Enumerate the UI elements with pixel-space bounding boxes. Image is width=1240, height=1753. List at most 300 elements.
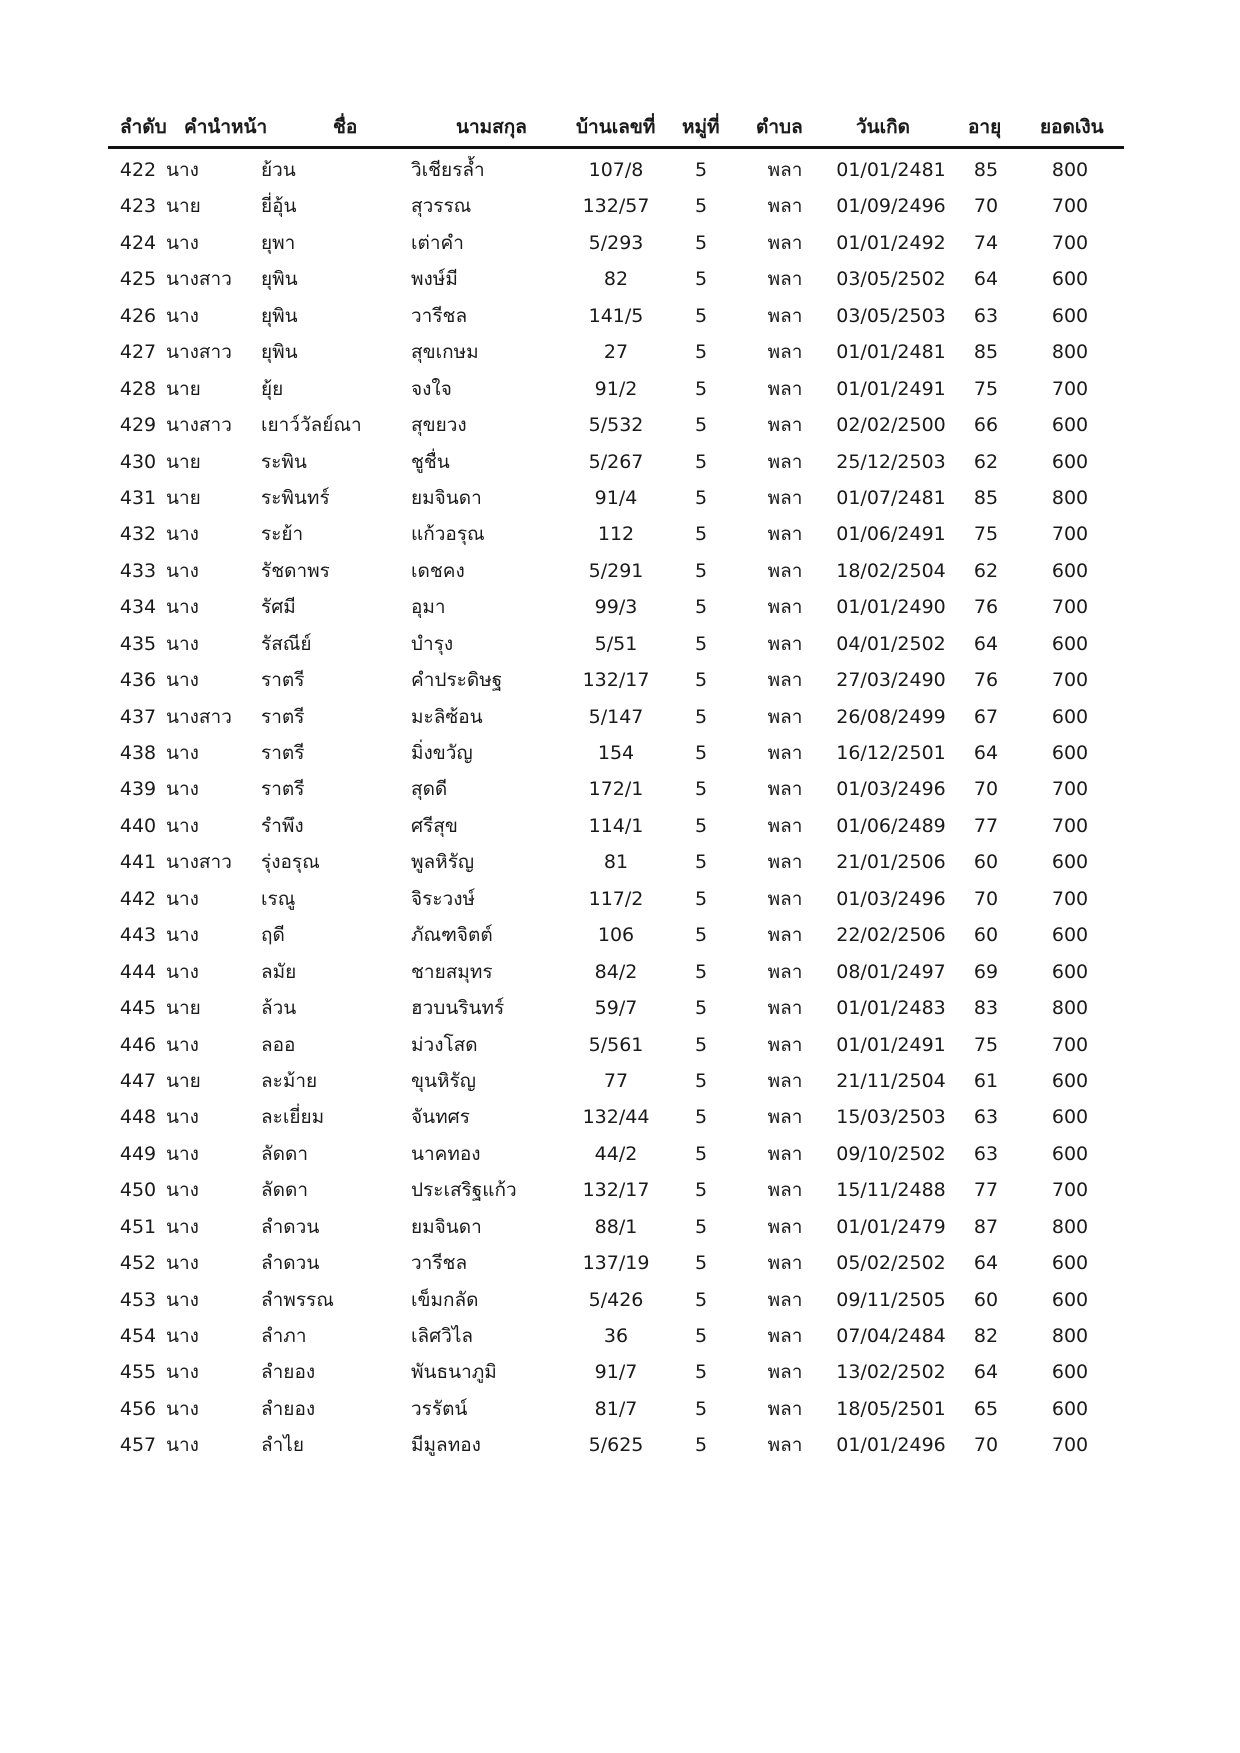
- cell-age: 61: [973, 1069, 999, 1092]
- cell-age: 64: [973, 1361, 999, 1384]
- cell-amount: 600: [1051, 851, 1089, 874]
- table-row: [108, 883, 1124, 919]
- cell-house-no: 154: [597, 742, 635, 764]
- cell-surname: ยมจินดา: [411, 1215, 482, 1238]
- header-tambon: ตำบล: [756, 116, 803, 138]
- cell-tambon: พลา: [767, 195, 803, 218]
- cell-name: ราตรี: [261, 669, 305, 692]
- cell-dob: 25/12/2503: [836, 450, 946, 473]
- table-row: [108, 992, 1124, 1028]
- cell-tambon: พลา: [767, 1069, 803, 1092]
- cell-moo: 5: [694, 1142, 708, 1165]
- cell-house-no: 44/2: [594, 1142, 638, 1165]
- cell-tambon: พลา: [767, 851, 803, 874]
- cell-house-no: 132/17: [582, 1179, 650, 1202]
- cell-age: 64: [973, 268, 999, 291]
- cell-name: ราตรี: [261, 742, 305, 764]
- cell-moo: 5: [694, 1069, 708, 1092]
- table-row: [108, 154, 1124, 190]
- cell-seq: 436: [119, 669, 157, 692]
- cell-moo: 5: [694, 159, 708, 181]
- cell-house-no: 112: [597, 523, 635, 546]
- cell-prefix: นาง: [166, 159, 199, 181]
- cell-amount: 700: [1051, 887, 1089, 910]
- cell-dob: 27/03/2490: [836, 669, 946, 692]
- cell-tambon: พลา: [767, 997, 803, 1020]
- cell-age: 63: [973, 304, 999, 327]
- cell-tambon: พลา: [767, 486, 803, 509]
- cell-dob: 15/03/2503: [836, 1106, 946, 1129]
- cell-tambon: พลา: [767, 1397, 803, 1420]
- cell-amount: 600: [1051, 742, 1089, 764]
- cell-tambon: พลา: [767, 1033, 803, 1056]
- cell-tambon: พลา: [767, 414, 803, 437]
- cell-age: 60: [973, 851, 999, 874]
- cell-name: ละเยี่ยม: [261, 1106, 325, 1129]
- cell-age: 64: [973, 632, 999, 655]
- cell-seq: 455: [119, 1361, 157, 1384]
- table-row: [108, 919, 1124, 955]
- cell-house-no: 172/1: [588, 778, 644, 801]
- cell-amount: 600: [1051, 559, 1089, 582]
- cell-moo: 5: [694, 924, 708, 947]
- table-row: [108, 263, 1124, 299]
- cell-dob: 03/05/2503: [836, 304, 946, 327]
- cell-seq: 439: [119, 778, 157, 801]
- cell-age: 87: [973, 1215, 999, 1238]
- header-age: อายุ: [968, 116, 1002, 138]
- table-header: [108, 112, 1124, 146]
- table-row: [108, 1356, 1124, 1392]
- cell-dob: 15/11/2488: [836, 1179, 946, 1202]
- cell-amount: 700: [1051, 1033, 1089, 1056]
- cell-moo: 5: [694, 1397, 708, 1420]
- cell-tambon: พลา: [767, 669, 803, 692]
- cell-amount: 700: [1051, 596, 1089, 619]
- table-row: [108, 1211, 1124, 1247]
- cell-tambon: พลา: [767, 1179, 803, 1202]
- cell-house-no: 5/532: [588, 414, 644, 437]
- cell-name: ลำดวน: [261, 1215, 320, 1238]
- cell-amount: 600: [1051, 1142, 1089, 1165]
- cell-seq: 434: [119, 596, 157, 619]
- cell-surname: มะลิซ้อน: [411, 705, 483, 728]
- cell-house-no: 81: [603, 851, 629, 874]
- cell-house-no: 77: [603, 1069, 629, 1092]
- cell-age: 75: [973, 523, 999, 546]
- cell-amount: 700: [1051, 1434, 1089, 1457]
- cell-moo: 5: [694, 1033, 708, 1056]
- cell-dob: 18/02/2504: [836, 559, 946, 582]
- cell-prefix: นาง: [166, 669, 199, 692]
- cell-seq: 437: [119, 705, 157, 728]
- header-house-no: บ้านเลขที่: [576, 116, 656, 138]
- cell-dob: 01/07/2481: [836, 486, 946, 509]
- cell-tambon: พลา: [767, 304, 803, 327]
- cell-amount: 800: [1051, 159, 1089, 181]
- cell-surname: สุขเกษม: [411, 341, 479, 364]
- cell-age: 63: [973, 1106, 999, 1129]
- cell-moo: 5: [694, 742, 708, 764]
- cell-prefix: นาง: [166, 887, 199, 910]
- cell-age: 75: [973, 1033, 999, 1056]
- cell-amount: 800: [1051, 486, 1089, 509]
- header-name: ชื่อ: [333, 116, 358, 138]
- cell-age: 62: [973, 559, 999, 582]
- cell-surname: วิเชียรล้ำ: [411, 159, 485, 181]
- cell-seq: 422: [119, 159, 157, 181]
- cell-house-no: 59/7: [594, 997, 638, 1020]
- cell-house-no: 5/293: [588, 231, 644, 254]
- cell-name: เรณู: [261, 887, 296, 910]
- cell-name: ยุพิน: [261, 268, 298, 291]
- table-row: [108, 1065, 1124, 1101]
- cell-surname: ฮวบนรินทร์: [411, 997, 505, 1020]
- table-row: [108, 1284, 1124, 1320]
- cell-prefix: นาง: [166, 1434, 199, 1457]
- cell-amount: 600: [1051, 1069, 1089, 1092]
- cell-dob: 07/04/2484: [836, 1325, 946, 1347]
- cell-name: ฤดี: [261, 924, 285, 947]
- table-row: [108, 373, 1124, 409]
- cell-age: 62: [973, 450, 999, 473]
- cell-moo: 5: [694, 778, 708, 801]
- cell-house-no: 114/1: [588, 814, 644, 837]
- cell-house-no: 91/7: [594, 1361, 638, 1384]
- cell-moo: 5: [694, 231, 708, 254]
- cell-prefix: นาง: [166, 1106, 199, 1129]
- cell-surname: จิระวงษ์: [411, 887, 476, 910]
- cell-age: 70: [973, 887, 999, 910]
- cell-tambon: พลา: [767, 450, 803, 473]
- cell-name: ลัดดา: [261, 1179, 308, 1202]
- cell-prefix: นาง: [166, 924, 199, 947]
- cell-surname: เข็มกลัด: [411, 1288, 479, 1311]
- cell-name: ระย้า: [261, 523, 304, 546]
- cell-prefix: นาง: [166, 231, 199, 254]
- cell-house-no: 132/44: [582, 1106, 650, 1129]
- cell-age: 60: [973, 1288, 999, 1311]
- cell-name: ละม้าย: [261, 1069, 318, 1092]
- cell-surname: วารีชล: [411, 1252, 468, 1275]
- cell-dob: 16/12/2501: [836, 742, 946, 764]
- cell-prefix: นางสาว: [166, 414, 232, 437]
- cell-name: ยี่อุ้น: [261, 195, 297, 218]
- cell-tambon: พลา: [767, 1142, 803, 1165]
- table-row: [108, 664, 1124, 700]
- cell-house-no: 5/51: [594, 632, 638, 655]
- cell-surname: แก้วอรุณ: [411, 523, 485, 546]
- cell-amount: 600: [1051, 414, 1089, 437]
- cell-prefix: นาง: [166, 1288, 199, 1311]
- cell-moo: 5: [694, 1252, 708, 1275]
- cell-prefix: นางสาว: [166, 341, 232, 364]
- cell-prefix: นาง: [166, 304, 199, 327]
- cell-seq: 430: [119, 450, 157, 473]
- cell-moo: 5: [694, 450, 708, 473]
- table-row: [108, 482, 1124, 518]
- cell-tambon: พลา: [767, 231, 803, 254]
- cell-dob: 13/02/2502: [836, 1361, 946, 1384]
- cell-age: 77: [973, 1179, 999, 1202]
- cell-name: ยุ้ย: [261, 377, 284, 400]
- cell-name: ระพิน: [261, 450, 307, 473]
- cell-dob: 08/01/2497: [836, 960, 946, 983]
- cell-surname: สุขยวง: [411, 414, 467, 437]
- table-row: [108, 300, 1124, 336]
- cell-seq: 443: [119, 924, 157, 947]
- cell-prefix: นาง: [166, 960, 199, 983]
- cell-house-no: 5/291: [588, 559, 644, 582]
- cell-name: ราตรี: [261, 705, 305, 728]
- header-seq: ลำดับ: [120, 116, 167, 138]
- cell-prefix: นาง: [166, 1361, 199, 1384]
- cell-dob: 22/02/2506: [836, 924, 946, 947]
- cell-surname: ยมจินดา: [411, 486, 482, 509]
- cell-age: 74: [973, 231, 999, 254]
- cell-prefix: นาง: [166, 632, 199, 655]
- cell-tambon: พลา: [767, 1288, 803, 1311]
- cell-name: รัศมี: [261, 596, 296, 619]
- cell-surname: มีมูลทอง: [411, 1434, 481, 1457]
- cell-house-no: 117/2: [588, 887, 644, 910]
- cell-seq: 445: [119, 997, 157, 1020]
- cell-house-no: 91/4: [594, 486, 638, 509]
- cell-dob: 01/06/2491: [836, 523, 946, 546]
- cell-seq: 426: [119, 304, 157, 327]
- cell-moo: 5: [694, 1325, 708, 1347]
- table-row: [108, 227, 1124, 263]
- cell-surname: ภัณฑจิตต์: [411, 924, 493, 947]
- cell-amount: 600: [1051, 1106, 1089, 1129]
- cell-house-no: 141/5: [588, 304, 644, 327]
- cell-dob: 01/01/2496: [836, 1434, 946, 1457]
- cell-tambon: พลา: [767, 1215, 803, 1238]
- table-row: [108, 1429, 1124, 1465]
- cell-amount: 600: [1051, 304, 1089, 327]
- cell-name: ลำภา: [261, 1325, 307, 1347]
- cell-surname: ประเสริฐแก้ว: [411, 1179, 517, 1202]
- cell-age: 63: [973, 1142, 999, 1165]
- cell-surname: คำประดิษฐ: [411, 669, 503, 692]
- table-row: [108, 409, 1124, 445]
- cell-tambon: พลา: [767, 268, 803, 291]
- cell-seq: 427: [119, 341, 157, 364]
- cell-age: 82: [973, 1325, 999, 1347]
- table-row: [108, 1174, 1124, 1210]
- cell-dob: 01/09/2496: [836, 195, 946, 218]
- cell-dob: 26/08/2499: [836, 705, 946, 728]
- cell-moo: 5: [694, 887, 708, 910]
- cell-age: 64: [973, 1252, 999, 1275]
- cell-age: 67: [973, 705, 999, 728]
- cell-seq: 441: [119, 851, 157, 874]
- cell-amount: 600: [1051, 450, 1089, 473]
- table-row: [108, 518, 1124, 554]
- cell-prefix: นาง: [166, 1142, 199, 1165]
- cell-house-no: 99/3: [594, 596, 638, 619]
- cell-prefix: นาย: [166, 377, 201, 400]
- cell-amount: 800: [1051, 1325, 1089, 1347]
- cell-house-no: 107/8: [588, 159, 644, 181]
- cell-moo: 5: [694, 1434, 708, 1457]
- cell-dob: 01/01/2491: [836, 377, 946, 400]
- cell-amount: 600: [1051, 1361, 1089, 1384]
- cell-prefix: นาง: [166, 1252, 199, 1275]
- cell-amount: 700: [1051, 814, 1089, 837]
- table-row: [108, 190, 1124, 226]
- cell-name: ลมัย: [261, 960, 297, 983]
- cell-surname: พันธนาภูมิ: [411, 1361, 497, 1384]
- cell-surname: อุมา: [411, 596, 446, 619]
- cell-surname: จันทศร: [411, 1106, 470, 1129]
- cell-prefix: นาง: [166, 1033, 199, 1056]
- table-row: [108, 737, 1124, 773]
- cell-prefix: นาง: [166, 742, 199, 764]
- cell-amount: 600: [1051, 268, 1089, 291]
- cell-seq: 435: [119, 632, 157, 655]
- cell-dob: 02/02/2500: [836, 414, 946, 437]
- cell-age: 85: [973, 159, 999, 181]
- cell-name: ลออ: [261, 1033, 296, 1056]
- cell-prefix: นาง: [166, 1215, 199, 1238]
- cell-tambon: พลา: [767, 778, 803, 801]
- cell-tambon: พลา: [767, 1325, 803, 1347]
- cell-seq: 444: [119, 960, 157, 983]
- cell-tambon: พลา: [767, 559, 803, 582]
- cell-amount: 600: [1051, 960, 1089, 983]
- cell-age: 64: [973, 742, 999, 764]
- table-row: [108, 555, 1124, 591]
- cell-seq: 432: [119, 523, 157, 546]
- cell-surname: สุวรรณ: [411, 195, 472, 218]
- cell-moo: 5: [694, 669, 708, 692]
- cell-amount: 700: [1051, 778, 1089, 801]
- cell-name: ราตรี: [261, 778, 305, 801]
- cell-dob: 01/06/2489: [836, 814, 946, 837]
- header-underline: [108, 146, 1124, 149]
- cell-amount: 700: [1051, 523, 1089, 546]
- cell-surname: ศรีสุข: [411, 814, 458, 837]
- cell-tambon: พลา: [767, 1361, 803, 1384]
- cell-age: 85: [973, 486, 999, 509]
- cell-house-no: 106: [597, 924, 635, 947]
- header-moo: หมู่ที่: [682, 116, 720, 138]
- cell-dob: 01/01/2479: [836, 1215, 946, 1238]
- cell-amount: 600: [1051, 924, 1089, 947]
- cell-age: 77: [973, 814, 999, 837]
- cell-house-no: 5/267: [588, 450, 644, 473]
- cell-dob: 21/11/2504: [836, 1069, 946, 1092]
- cell-seq: 450: [119, 1179, 157, 1202]
- cell-seq: 451: [119, 1215, 157, 1238]
- cell-seq: 440: [119, 814, 157, 837]
- cell-moo: 5: [694, 814, 708, 837]
- cell-moo: 5: [694, 705, 708, 728]
- cell-tambon: พลา: [767, 632, 803, 655]
- table-row: [108, 1101, 1124, 1137]
- cell-name: รุ่งอรุณ: [261, 851, 320, 874]
- cell-tambon: พลา: [767, 814, 803, 837]
- cell-age: 75: [973, 377, 999, 400]
- cell-prefix: นาง: [166, 559, 199, 582]
- table-row: [108, 446, 1124, 482]
- cell-dob: 04/01/2502: [836, 632, 946, 655]
- cell-moo: 5: [694, 195, 708, 218]
- cell-name: ยุพา: [261, 231, 296, 254]
- cell-seq: 429: [119, 414, 157, 437]
- cell-amount: 600: [1051, 632, 1089, 655]
- cell-surname: สุดดี: [411, 778, 448, 801]
- cell-house-no: 36: [603, 1325, 629, 1347]
- cell-moo: 5: [694, 1361, 708, 1384]
- header-surname: นามสกุล: [456, 116, 527, 138]
- cell-surname: ชายสมุทร: [411, 960, 493, 983]
- cell-tambon: พลา: [767, 1434, 803, 1457]
- cell-name: รัสณีย์: [261, 632, 312, 655]
- cell-moo: 5: [694, 851, 708, 874]
- cell-seq: 424: [119, 231, 157, 254]
- table-row: [108, 1247, 1124, 1283]
- cell-moo: 5: [694, 559, 708, 582]
- cell-house-no: 91/2: [594, 377, 638, 400]
- cell-moo: 5: [694, 304, 708, 327]
- header-dob: วันเกิด: [856, 116, 910, 138]
- cell-age: 85: [973, 341, 999, 364]
- cell-age: 65: [973, 1397, 999, 1420]
- cell-age: 83: [973, 997, 999, 1020]
- table-row: [108, 1138, 1124, 1174]
- cell-dob: 01/01/2491: [836, 1033, 946, 1056]
- cell-house-no: 137/19: [582, 1252, 650, 1275]
- cell-tambon: พลา: [767, 960, 803, 983]
- cell-seq: 449: [119, 1142, 157, 1165]
- cell-tambon: พลา: [767, 523, 803, 546]
- cell-tambon: พลา: [767, 159, 803, 181]
- cell-moo: 5: [694, 1106, 708, 1129]
- cell-prefix: นาย: [166, 997, 201, 1020]
- cell-moo: 5: [694, 1215, 708, 1238]
- table-row: [108, 1393, 1124, 1429]
- cell-tambon: พลา: [767, 924, 803, 947]
- cell-dob: 01/03/2496: [836, 778, 946, 801]
- cell-name: ลำไย: [261, 1434, 305, 1457]
- cell-prefix: นางสาว: [166, 851, 232, 874]
- cell-surname: มิ่งขวัญ: [411, 742, 473, 764]
- cell-name: ระพินทร์: [261, 486, 330, 509]
- cell-house-no: 132/57: [582, 195, 650, 218]
- cell-seq: 457: [119, 1434, 157, 1457]
- cell-surname: เลิศวิไล: [411, 1325, 474, 1347]
- cell-dob: 09/10/2502: [836, 1142, 946, 1165]
- cell-surname: ม่วงโสด: [411, 1033, 478, 1056]
- cell-prefix: นางสาว: [166, 268, 232, 291]
- cell-seq: 456: [119, 1397, 157, 1420]
- cell-amount: 600: [1051, 705, 1089, 728]
- cell-name: ย้วน: [261, 159, 296, 181]
- cell-name: ล้วน: [261, 997, 297, 1020]
- cell-tambon: พลา: [767, 705, 803, 728]
- cell-amount: 600: [1051, 1288, 1089, 1311]
- header-prefix: คำนำหน้า: [184, 116, 268, 138]
- cell-seq: 453: [119, 1288, 157, 1311]
- table-row: [108, 773, 1124, 809]
- cell-prefix: นาง: [166, 596, 199, 619]
- cell-moo: 5: [694, 632, 708, 655]
- cell-moo: 5: [694, 414, 708, 437]
- cell-amount: 600: [1051, 1397, 1089, 1420]
- cell-house-no: 82: [603, 268, 629, 291]
